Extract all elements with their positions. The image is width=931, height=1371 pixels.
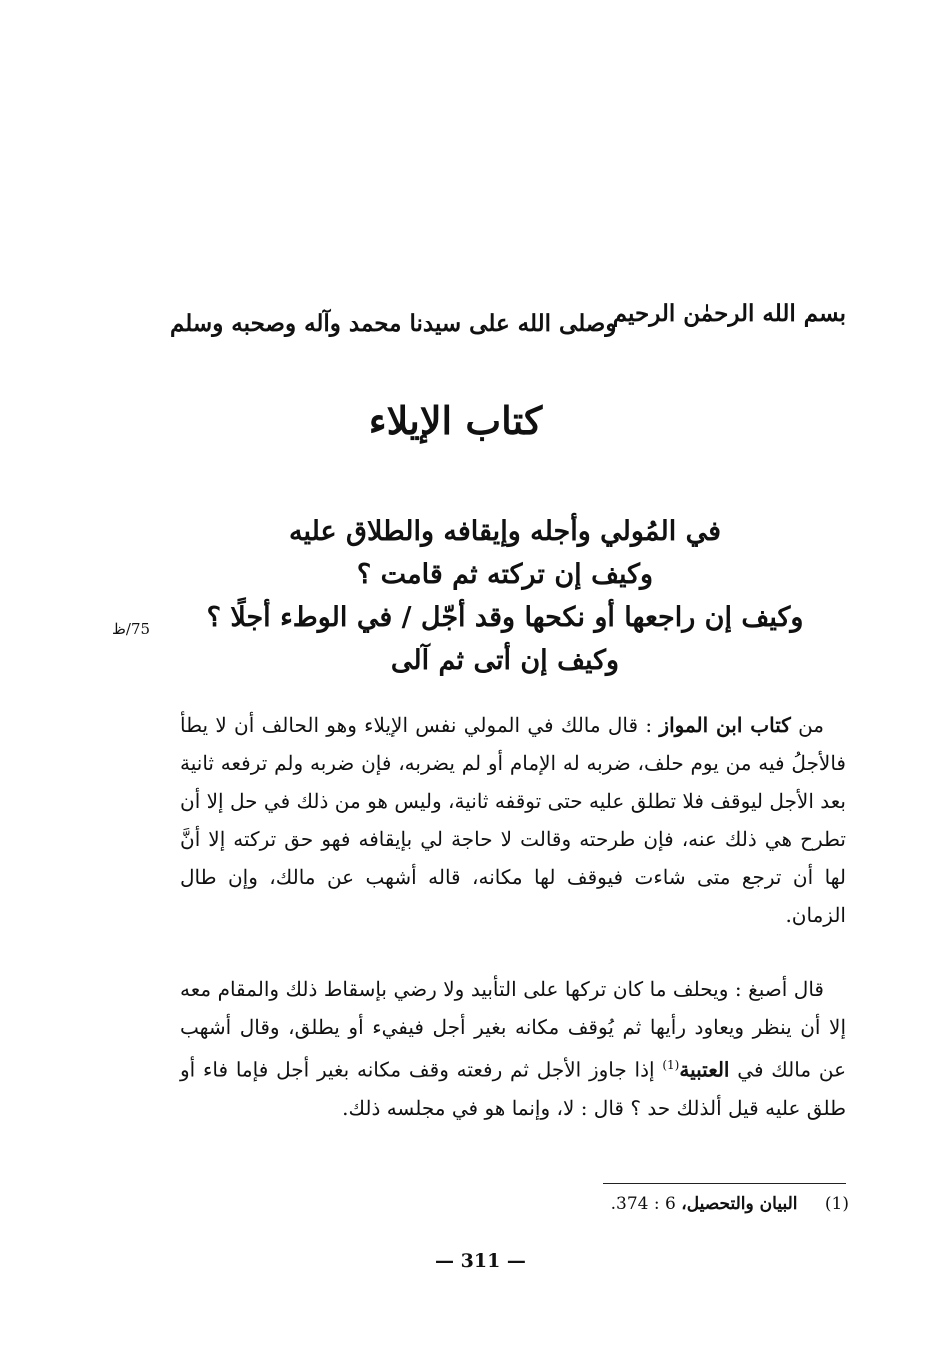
header-line <box>170 300 846 340</box>
paragraph-2-reference: العتبية <box>679 1057 730 1082</box>
paragraph-2-body-after: إذا جاوز الأجل ثم رفعته وقف مكانه بغير أجل فإما فاء أو طلق عليه قيل ألذلك حد ؟ قال : لا، وإنما هو في مجلسه ذلك. <box>180 1057 846 1120</box>
footnote <box>611 1194 849 1214</box>
paragraph-2-body-before: قال أصبغ : ويحلف ما كان تركها على التأبيد ولا رضي بإسقاط ذلك والمقام معه إلا أن ينظر ويعاود رأيها ثم يُوقف مكانه بغير أجل فيفيء أو يطلق، وقال أشهب عن مالك في <box>180 977 846 1082</box>
salawat: وصلى الله على سيدنا محمد وآله وصحبه وسلم <box>170 310 617 337</box>
manuscript-folio-note: 75/ظ <box>112 620 151 638</box>
footnote-title: البيان والتحصيل، <box>681 1194 798 1214</box>
footnote-reference: 6 : 374. <box>610 1194 676 1214</box>
paragraph-1-body: : قال مالك في المولي نفس الإيلاء وهو الحالف أن لا يطأ فالأجلُ فيه من يوم حلف، ضربه له الإمام أو لم يضربه، فإن ضربه ولم ترفعه ثانية بعد الأجل ليوقف فلا تطلق عليه حتى توقفه ثانية، وليس هو من ذلك في حل إلا أن تطرح هي ذلك عنه، فإن طرحته وقالت لا حاجة لي بإيقافه فهو حق تركته إلا أنَّ لها أن ترجع متى شاءت فيوقف لها مكانه، قاله أشهب عن مالك، وإن طال الزمان. <box>180 713 846 927</box>
chapter-heading-line-2: وكيف إن تركته ثم قامت ؟ <box>356 559 654 590</box>
paragraph-2 <box>180 970 846 1127</box>
paragraph-1-source-title: كتاب ابن المواز <box>659 713 791 737</box>
chapter-heading-line-3: وكيف إن راجعها أو نكحها وقد أجّل / في الوطء أجلًا ؟ <box>206 602 804 633</box>
footnote-marker: (1) <box>662 1058 680 1072</box>
chapter-heading-line-4: وكيف إن أتى ثم آلى <box>390 645 620 676</box>
footnote-divider <box>603 1183 846 1184</box>
footnote-number: (1) <box>824 1194 849 1214</box>
page-number: — 311 — <box>435 1250 526 1272</box>
paragraph-2-text <box>180 970 846 1127</box>
paragraph-1-source-prefix: من <box>790 713 825 737</box>
paragraph-1-text <box>180 706 846 934</box>
paragraph-1 <box>180 706 846 934</box>
book-title: كتاب الإيلاء <box>368 398 543 443</box>
basmala: بسم الله الرحمٰن الرحيم <box>612 300 846 327</box>
chapter-heading <box>180 510 830 682</box>
chapter-heading-line-1: في المُولي وأجله وإيقافه والطلاق عليه <box>288 516 722 547</box>
